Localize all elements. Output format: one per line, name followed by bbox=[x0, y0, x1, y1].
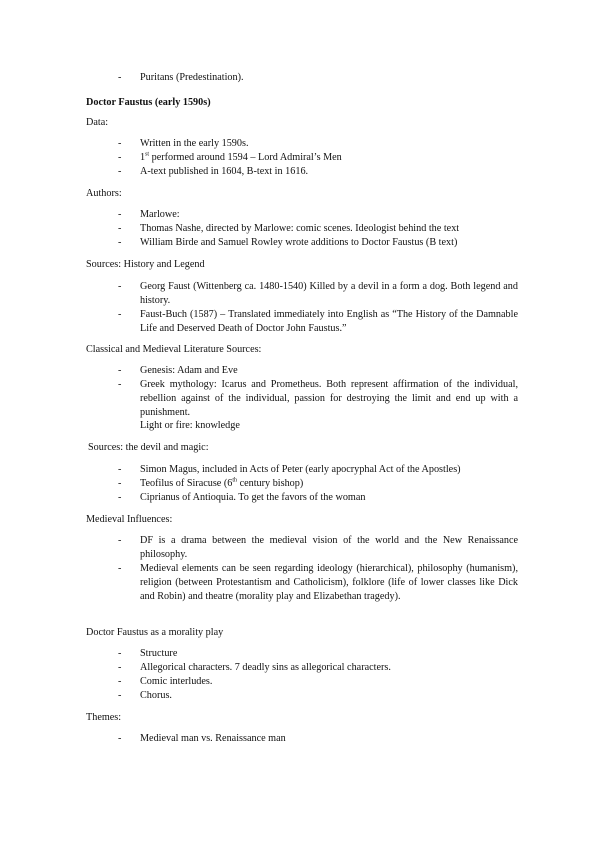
list-dash: - bbox=[118, 676, 122, 687]
list-item bbox=[118, 562, 518, 603]
list-item-text: Medieval elements can be seen regarding ideology (hierarchical), philosophy (humanism), religion (between Protestantism and Catholicism), folklore (life of lower classes like Dick and Robin) and theatre (morality play and Elizabethan tragedy). bbox=[140, 563, 518, 602]
heading-classical-sources: Classical and Medieval Literature Sources: bbox=[86, 344, 262, 355]
list-item bbox=[118, 236, 518, 250]
list-item bbox=[118, 661, 518, 675]
ordinal-suffix: th bbox=[232, 477, 238, 484]
list-dash: - bbox=[118, 365, 122, 376]
list-dash: - bbox=[118, 309, 122, 320]
list-item-text: Greek mythology: Icarus and Prometheus. Both represent affirmation of the individual, rebellion against of the individual, passion for destroying the limit and end up with a punishment. bbox=[140, 379, 518, 418]
heading-sources-history: Sources: History and Legend bbox=[86, 259, 205, 270]
list-dash: - bbox=[118, 478, 122, 489]
list-dash: - bbox=[118, 690, 122, 701]
list-item-continuation: Light or fire: knowledge bbox=[140, 420, 240, 432]
list-dash: - bbox=[118, 563, 122, 574]
list-item-text: Ciprianus of Antioquia. To get the favors of the woman bbox=[140, 492, 366, 503]
list-item bbox=[118, 280, 518, 308]
list-item-text: Simon Magus, included in Acts of Peter (early apocryphal Act of the Apostles) bbox=[140, 464, 461, 475]
list-item-text: Allegorical characters. 7 deadly sins as allegorical characters. bbox=[140, 662, 391, 673]
list-item bbox=[118, 477, 518, 491]
list-dash: - bbox=[118, 209, 122, 220]
list-dash: - bbox=[118, 281, 122, 292]
list-dash: - bbox=[118, 379, 122, 390]
list-item bbox=[118, 647, 518, 661]
heading-medieval-influences: Medieval Influences: bbox=[86, 514, 173, 525]
list-dash: - bbox=[118, 138, 122, 149]
list-item-text: DF is a drama between the medieval vision of the world and the New Renaissance philosophy. bbox=[140, 535, 518, 560]
heading-data: Data: bbox=[86, 117, 109, 128]
heading-morality-play: Doctor Faustus as a morality play bbox=[86, 627, 224, 638]
list-item-puritans bbox=[118, 71, 518, 85]
list-item-text: A-text published in 1604, B-text in 1616. bbox=[140, 166, 309, 177]
list-item-text: Genesis: Adam and Eve bbox=[140, 365, 238, 376]
list-item-text: Medieval man vs. Renaissance man bbox=[140, 733, 286, 744]
list-item-text: Comic interludes. bbox=[140, 676, 213, 687]
list-item bbox=[118, 675, 518, 689]
list-item bbox=[118, 491, 518, 505]
ordinal-suffix: st bbox=[145, 151, 150, 158]
list-dash: - bbox=[118, 72, 122, 83]
heading-devil-magic: Sources: the devil and magic: bbox=[88, 442, 209, 453]
section-title-doctor-faustus: Doctor Faustus (early 1590s) bbox=[86, 97, 211, 108]
list-item bbox=[118, 151, 518, 165]
heading-authors: Authors: bbox=[86, 188, 122, 199]
list-dash: - bbox=[118, 166, 122, 177]
ordinal-number: 1 bbox=[140, 152, 146, 163]
list-item bbox=[118, 165, 518, 179]
list-dash: - bbox=[118, 733, 122, 744]
list-item-text: Written in the early 1590s. bbox=[140, 138, 249, 149]
teofilus-text: Teofilus of Siracuse (6 bbox=[140, 478, 233, 489]
list-item bbox=[118, 534, 518, 562]
list-item bbox=[118, 208, 518, 222]
list-item-text: William Birde and Samuel Rowley wrote additions to Doctor Faustus (B text) bbox=[140, 237, 458, 248]
list-item bbox=[118, 308, 518, 336]
performed-text: performed around 1594 – Lord Admiral’s Men bbox=[149, 152, 342, 163]
list-item bbox=[118, 364, 518, 378]
list-item-text: Puritans (Predestination). bbox=[140, 72, 244, 83]
list-item bbox=[118, 378, 518, 433]
list-item bbox=[118, 222, 518, 236]
list-item-text: Thomas Nashe, directed by Marlowe: comic scenes. Ideologist behind the text bbox=[140, 223, 460, 234]
list-dash: - bbox=[118, 237, 122, 248]
list-dash: - bbox=[118, 648, 122, 659]
list-item-text bbox=[140, 477, 518, 491]
list-item bbox=[118, 732, 518, 746]
teofilus-text-end: century bishop) bbox=[237, 478, 304, 489]
list-dash: - bbox=[118, 464, 122, 475]
list-item-text: Structure bbox=[140, 648, 178, 659]
list-item-text: Georg Faust (Wittenberg ca. 1480-1540) Killed by a devil in a form a dog. Both legend and history. bbox=[140, 281, 518, 306]
list-item-text bbox=[140, 151, 518, 165]
list-item bbox=[118, 689, 518, 703]
list-item-text: Chorus. bbox=[140, 690, 172, 701]
list-dash: - bbox=[118, 535, 122, 546]
list-item-text: Marlowe: bbox=[140, 209, 180, 220]
list-item-text: Faust-Buch (1587) – Translated immediately into English as “The History of the Damnable Life and Deserved Death of Doctor John Faustus.” bbox=[140, 309, 518, 334]
list-dash: - bbox=[118, 152, 122, 163]
list-item bbox=[118, 463, 518, 477]
list-dash: - bbox=[118, 492, 122, 503]
list-item bbox=[118, 137, 518, 151]
heading-themes: Themes: bbox=[86, 712, 122, 723]
list-dash: - bbox=[118, 223, 122, 234]
list-dash: - bbox=[118, 662, 122, 673]
